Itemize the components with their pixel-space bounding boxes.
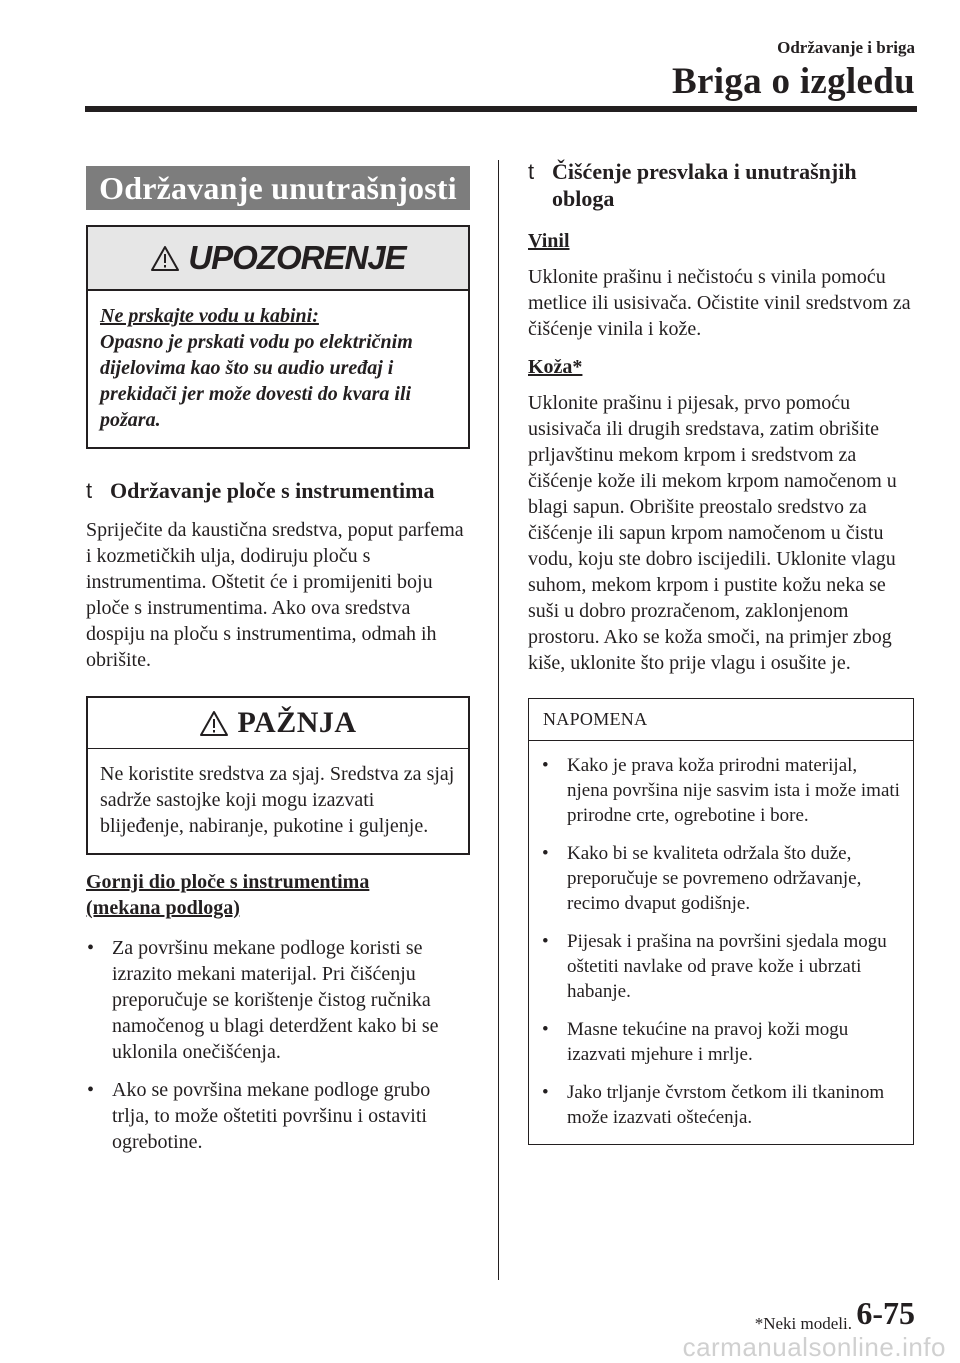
caution-title: PAŽNJA bbox=[237, 706, 357, 739]
list-item bbox=[541, 753, 903, 828]
bullet-icon: • bbox=[542, 755, 549, 776]
subsection-heading-line1: Gornji dio ploče s instrumentima bbox=[86, 871, 370, 893]
right-column bbox=[528, 158, 914, 1145]
section-heading-text: Održavanje ploče s instrumentima bbox=[110, 478, 435, 503]
warning-lead: Ne prskajte vodu u kabini: bbox=[100, 305, 319, 327]
header-section-label: Održavanje i briga bbox=[777, 38, 915, 57]
warning-icon bbox=[150, 245, 180, 272]
list-item bbox=[86, 935, 470, 1065]
list-item bbox=[541, 1017, 903, 1067]
bullet-icon: • bbox=[87, 937, 95, 959]
section-heading-text: Čišćenje presvlaka i unutrašnjih obloga bbox=[552, 159, 857, 211]
bullet-icon: • bbox=[542, 931, 549, 952]
bullet-icon: • bbox=[542, 1082, 549, 1103]
warning-header bbox=[88, 227, 468, 291]
list-item-text: Ako se površina mekane podloge grubo trlja, to može oštetiti površinu i ostaviti ogrebotine. bbox=[112, 1079, 431, 1153]
header-rule bbox=[85, 106, 917, 112]
list-item bbox=[541, 841, 903, 916]
warning-body bbox=[88, 291, 468, 447]
list-item-text: Jako trljanje čvrstom četkom ili tkaninom može izazvati oštećenja. bbox=[567, 1082, 885, 1128]
list-item-text: Za površinu mekane podloge koristi se izrazito mekani materijal. Pri čišćenju preporučuje se korištenje čistog ručnika namočenog u blagi deterdžent kako bi se uklonila onečišćenja. bbox=[112, 937, 439, 1063]
soft-pad-bullet-list bbox=[86, 935, 470, 1155]
vinyl-text: Uklonite prašinu i nečistoću s vinila pomoću metlice ili usisivača. Očistite vinil sredstvom za čišćenje vinila i kože. bbox=[528, 266, 911, 340]
caution-text: Ne koristite sredstva za sjaj. Sredstva za sjaj sadrže sastojke koji mogu izazvati blijeđenje, nabiranje, pukotine i guljenje. bbox=[100, 763, 455, 837]
left-column bbox=[86, 166, 470, 1155]
list-item-text: Kako je prava koža prirodni materijal, njena površina nije sasvim ista i može imati prirodne crte, ogrebotine i bore. bbox=[567, 755, 900, 826]
warning-text: Opasno je prskati vodu po električnim dijelovima kao što su audio uređaj i prekidači jer može dovesti do kvara ili požara. bbox=[100, 331, 413, 431]
section-marker: t bbox=[86, 478, 93, 503]
bullet-icon: • bbox=[542, 843, 549, 864]
warning-icon bbox=[199, 710, 229, 737]
subsection-heading-line2: (mekana podloga) bbox=[86, 897, 240, 919]
warning-title: UPOZORENJE bbox=[188, 239, 406, 276]
list-item-text: Masne tekućine na pravoj koži mogu izazvati mjehure i mrlje. bbox=[567, 1019, 849, 1065]
page-title: Briga o izgledu bbox=[672, 61, 915, 102]
column-divider bbox=[498, 160, 499, 1280]
bullet-icon: • bbox=[542, 1019, 549, 1040]
caution-box bbox=[86, 696, 470, 855]
section-heading-upholstery bbox=[528, 158, 914, 212]
section-banner: Održavanje unutrašnjosti bbox=[86, 166, 470, 210]
note-bullet-list bbox=[529, 741, 913, 1144]
list-item bbox=[541, 929, 903, 1004]
bullet-icon: • bbox=[87, 1079, 95, 1101]
footnote: *Neki modeli. bbox=[754, 1314, 852, 1333]
section-marker: t bbox=[528, 159, 535, 184]
page-number: 6-75 bbox=[856, 1295, 915, 1331]
warning-box bbox=[86, 225, 470, 449]
leather-heading: Koža* bbox=[528, 356, 583, 378]
subsection-heading bbox=[86, 869, 470, 921]
instrument-panel-text: Spriječite da kaustična sredstva, poput parfema i kozmetičkih ulja, dodiruju ploču s instrumentima. Oštetit će i promijeniti boju ploče s instrumentima. Ako ova sredstva dospiju na ploču s instrumentima, odmah ih obrišite. bbox=[86, 519, 464, 671]
list-item-text: Kako bi se kvaliteta održala što duže, preporučuje se povremeno održavanje, recimo dvaput godišnje. bbox=[567, 843, 862, 914]
list-item bbox=[86, 1077, 470, 1155]
caution-header bbox=[88, 698, 468, 749]
note-box bbox=[528, 698, 914, 1145]
leather-text: Uklonite prašinu i pijesak, prvo pomoću usisivača ili drugih sredstava, zatim obrišite prljavštinu mekom krpom i sredstvom za čišćenje kože ili mekom krpom namočenom u blagi sapun. Obrišite preostalo sredstvo za čišćenje ili sapun krpom namočenom u čistu vodu, koju ste dobro iscijedili. Uklonite vlagu suhom, mekom krpom i pustite kožu neka se suši u dobro prozračenom, zaklonjenom prostoru. Ako se koža smoči, na primjer zbog kiše, uklonite što prije vlagu i osušite je. bbox=[528, 392, 897, 674]
note-title: NAPOMENA bbox=[529, 699, 913, 741]
section-heading-instrument-panel bbox=[86, 477, 470, 504]
vinyl-heading: Vinil bbox=[528, 230, 570, 252]
watermark: carmanualsonline.info bbox=[682, 1332, 946, 1362]
list-item-text: Pijesak i prašina na površini sjedala mogu oštetiti navlake od prave kože i ubrzati habanje. bbox=[567, 931, 887, 1002]
list-item bbox=[541, 1080, 903, 1130]
